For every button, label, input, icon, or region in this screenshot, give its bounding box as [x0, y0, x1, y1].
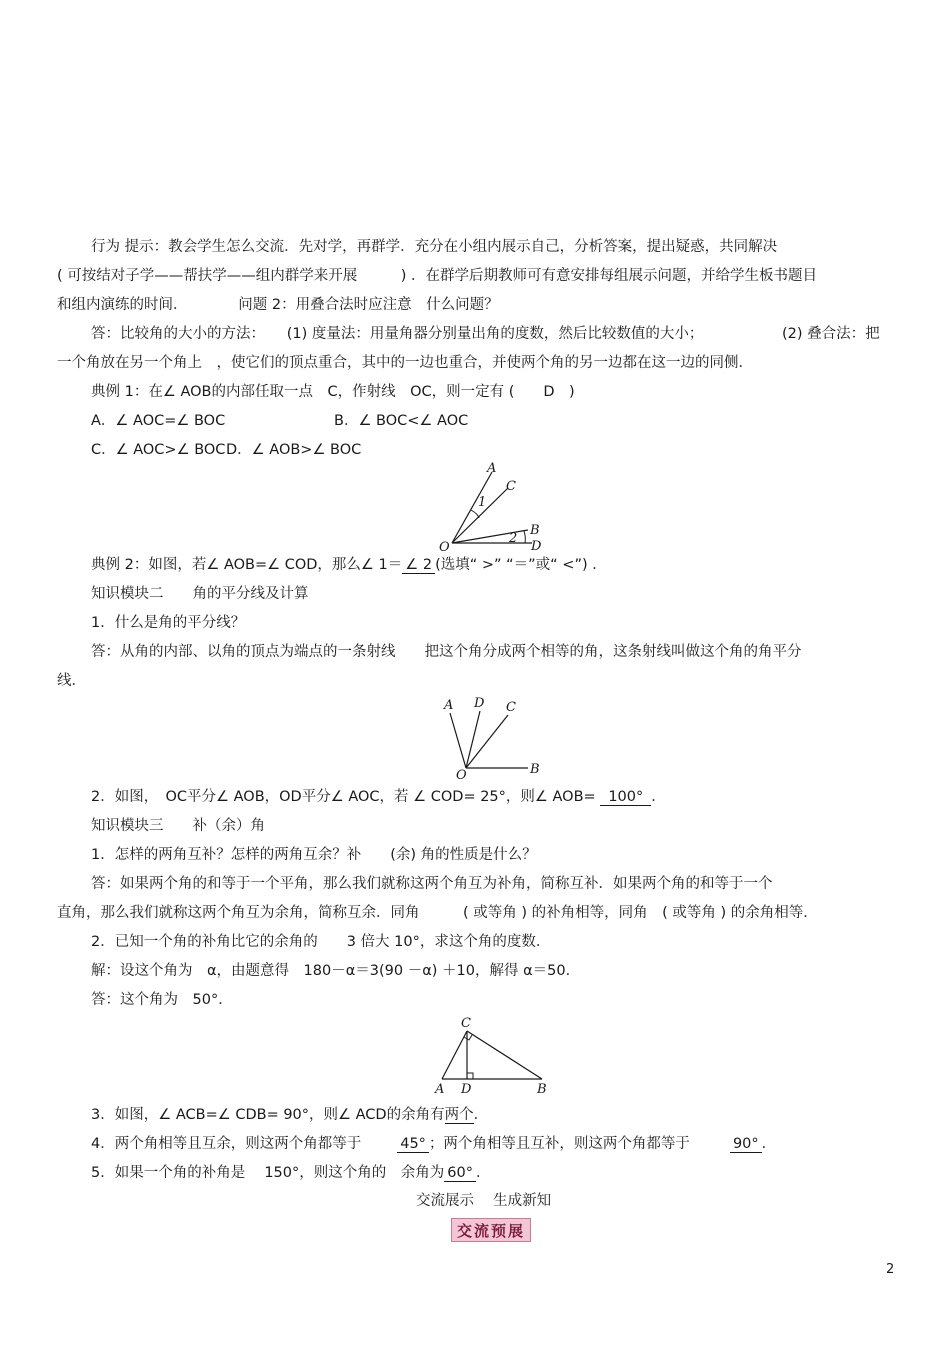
module3-answer-1b: 直角，那么我们就称这两个角互为余角，简称互余．同角 ( 或等角 ) 的补角相等，同角 ( 或等角 ) 的余角相等． — [57, 905, 818, 921]
fig1-label-b: B — [530, 523, 540, 538]
fig3-label-c: C — [461, 1016, 471, 1031]
module3-answer-1: 答：如果两个角的和等于一个平角，那么我们就称这两个角互为补角，简称互补．如果两个角的和等于一个 — [91, 876, 773, 892]
angle-figure-2 — [436, 693, 548, 781]
q5-pre: 5．如果一个角的补角是 150°，则这个角的 余角为 — [91, 1165, 445, 1181]
exchange-preview-badge: 交流预展 — [451, 1218, 531, 1242]
fig1-label-o: O — [439, 540, 450, 554]
fig1-label-2: 2 — [509, 531, 518, 546]
angle-figure-1 — [430, 458, 560, 554]
intro-line-2: ( 可按结对子学——帮扶学——组内群学来开展 ) ．在群学后期教师可有意安排每组展示问题，并给学生板书题目 — [57, 268, 818, 284]
example1-option-a: A．∠ AOC=∠ BOC — [91, 413, 226, 429]
triangle-figure — [430, 1014, 554, 1098]
section-heading: 交流展示 生成新知 — [416, 1193, 552, 1209]
fig1-label-a: A — [487, 461, 497, 476]
q4-answer-2: 90° — [730, 1136, 762, 1153]
fig2-label-o: O — [456, 768, 467, 781]
intro-line-1: 行为 提示：教会学生怎么交流．先对学，再群学．充分在小组内展示自己，分析答案，提出疑惑，共同解决 — [91, 239, 778, 255]
q4-mid: ；两个角相等且互补，则这两个角都等于 — [428, 1136, 690, 1152]
module2-answer-1: 答：从角的内部、以角的顶点为端点的一条射线 把这个角分成两个相等的角，这条射线叫做这个角的角平分 — [91, 644, 802, 660]
fig2-label-a: A — [444, 698, 454, 713]
example1-option-b: B．∠ BOC<∠ AOC — [334, 413, 469, 429]
q5-post: ． — [475, 1165, 491, 1181]
module3-question-3 — [91, 1105, 488, 1125]
module3-solution: 解：设这个角为 α，由题意得 180－α＝3(90 －α) ＋10，解得 α＝50． — [91, 963, 581, 979]
module3-title: 知识模块三 补（余）角 — [91, 818, 265, 834]
answer1-line-1a: 答：比较角的大小的方法： (1) 度量法：用量角器分别量出角的度数，然后比较数值的大小； — [91, 326, 704, 342]
fig3-label-b: B — [537, 1082, 547, 1097]
answer1-line-1b: (2) 叠合法：把 — [782, 326, 880, 342]
page-number: 2 — [886, 1262, 895, 1277]
fig2-label-c: C — [506, 700, 516, 715]
module3-answer-2: 答：这个角为 50°． — [91, 992, 233, 1008]
fig2-label-b: B — [530, 762, 540, 777]
fig3-label-a: A — [435, 1082, 445, 1097]
module2-answer-1b: 线． — [57, 673, 86, 689]
q3-post: ． — [473, 1107, 489, 1123]
example2-pre: 典例 2：如图，若∠ AOB=∠ COD，那么∠ 1＝ — [91, 557, 403, 573]
example2-question — [91, 555, 607, 575]
example2-answer: ∠ 2 — [402, 557, 435, 574]
module3-question-2: 2．已知一个角的补角比它的余角的 3 倍大 10°，求这个角的度数． — [91, 934, 551, 950]
q5-answer: 60° — [444, 1165, 476, 1182]
q3-answer: 两个 — [444, 1107, 474, 1123]
q4-answer-1: 45° — [397, 1136, 429, 1153]
module3-question-5 — [91, 1163, 490, 1183]
module2-title: 知识模块二 角的平分线及计算 — [91, 586, 309, 602]
module3-question-4 — [91, 1134, 776, 1154]
example1-option-d: D．∠ AOB>∠ BOC — [226, 442, 362, 458]
fig1-label-1: 1 — [478, 495, 487, 510]
fig1-label-c: C — [506, 479, 516, 494]
fig2-label-d: D — [474, 696, 485, 711]
fig3-label-d: D — [461, 1082, 472, 1097]
q2-post: ． — [651, 789, 666, 805]
module2-question-2 — [91, 787, 666, 807]
fig1-label-d: D — [531, 539, 542, 554]
q2-answer: 100° — [600, 789, 651, 806]
q4-pre: 4．两个角相等且互余，则这两个角都等于 — [91, 1136, 362, 1152]
q2-pre: 2．如图， OC平分∠ AOB，OD平分∠ AOC，若 ∠ COD= 25°，则∠ AOB= — [91, 789, 596, 805]
example2-post: (选填“ >” “＝”或“ <”) ． — [435, 557, 607, 573]
example1-question: 典例 1：在∠ AOB的内部任取一点 C，作射线 OC，则一定有 ( D ) — [91, 384, 575, 400]
intro-line-3: 和组内演练的时间． 问题 2：用叠合法时应注意 什么问题？ — [57, 297, 499, 313]
q3-pre: 3．如图，∠ ACB=∠ CDB= 90°，则∠ ACD的余角有 — [91, 1107, 445, 1123]
answer1-line-2: 一个角放在另一个角上 ，使它们的顶点重合，其中的一边也重合，并使两个角的另一边都在这一边的同侧． — [57, 355, 753, 371]
module2-question-1: 1．什么是角的平分线？ — [91, 615, 246, 631]
example1-option-c: C．∠ AOC>∠ BOC — [91, 442, 226, 458]
module3-question-1: 1．怎样的两角互补？怎样的两角互余？补 (余) 角的性质是什么？ — [91, 847, 537, 863]
q4-post: ． — [761, 1136, 777, 1152]
